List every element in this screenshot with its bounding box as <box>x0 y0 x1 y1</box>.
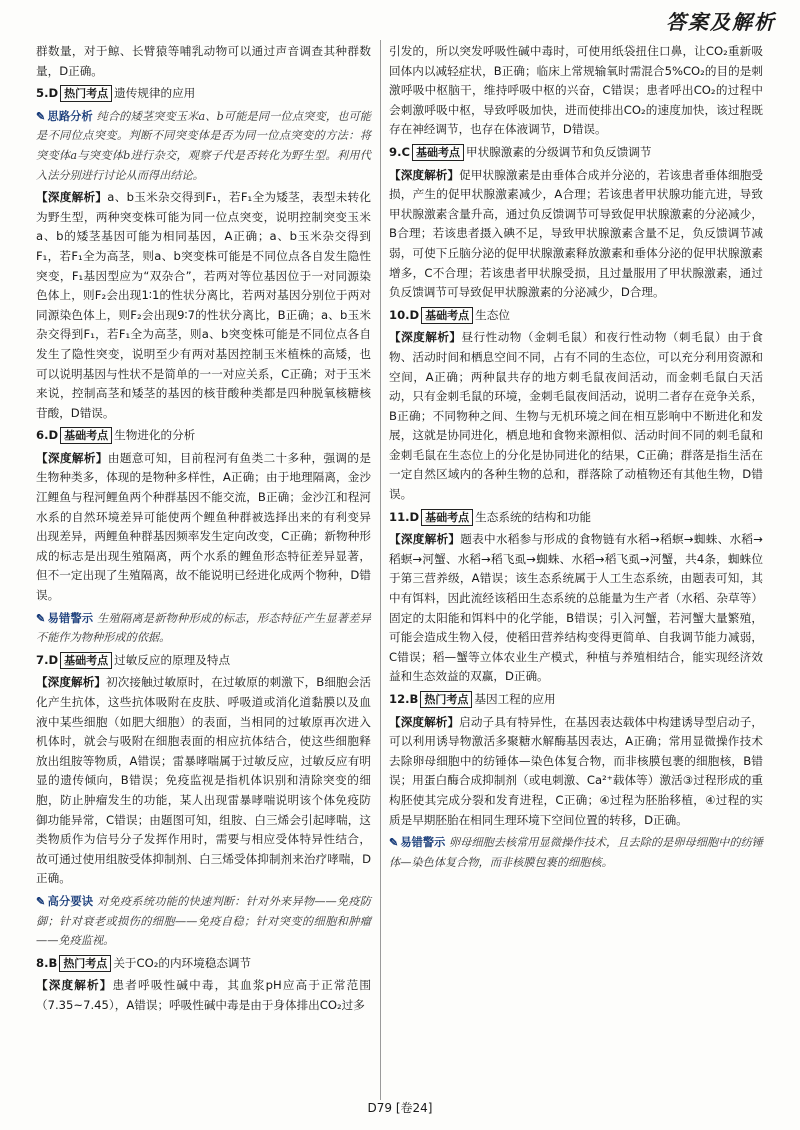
topic-badge: 基础考点 <box>60 427 112 444</box>
question-number: 11.D <box>389 509 420 524</box>
tip-label: ✎ 易错警示 <box>36 611 93 625</box>
analysis-paragraph <box>36 673 371 889</box>
analysis-text: 引发的，所以突发呼吸性碱中毒时，可使用纸袋扭住口鼻，让CO₂重新吸回体内以减轻症状，B正确；临床上常规输氧时需混合5%CO₂的目的是刺激呼吸中枢脑干，维持呼吸中枢的兴奋，C错误；患者呼出CO₂的过程中会刺激呼吸中枢，导致呼吸加快，进而使排出CO₂的速度加快，该过程既存在神经调节，也存在体液调节，D错误。 <box>389 44 763 137</box>
analysis-paragraph <box>389 42 763 140</box>
topic-badge: 基础考点 <box>421 307 473 324</box>
analysis-paragraph <box>36 976 371 1015</box>
analysis-text: 群数量，对于鲸、长臂猿等哺乳动物可以通过声音调查其种群数量，D正确。 <box>36 44 371 78</box>
topic-text: 生态位 <box>475 307 510 322</box>
tip-text: 生殖隔离是新物种形成的标志，形态特征产生显著差异不能作为物种形成的依据。 <box>36 611 371 645</box>
analysis-paragraph <box>36 42 371 81</box>
question-heading <box>36 651 371 671</box>
analysis-paragraph <box>389 530 763 687</box>
tip-note <box>36 107 371 185</box>
topic-badge: 基础考点 <box>421 509 473 526</box>
topic-text: 遗传规律的应用 <box>114 86 196 101</box>
right-column <box>389 42 763 875</box>
tip-note <box>389 833 763 872</box>
analysis-label: 【深度解析】 <box>389 167 460 182</box>
question-number: 12.B <box>389 692 419 706</box>
tip-text: 对免疫系统功能的快速判断：针对外来异物——免疫防御；针对衰老或损伤的细胞——免疫自稳；针对突变的细胞和肿瘤——免疫监视。 <box>36 894 371 948</box>
question-number: 7.D <box>36 652 59 667</box>
question-number: 10.D <box>389 307 420 322</box>
question-number: 6.D <box>36 428 59 443</box>
analysis-text: 初次接触过敏原时，在过敏原的刺激下，B细胞会活化产生抗体，这些抗体吸附在皮肤、呼吸道或消化道黏膜以及血液中某些细胞（如肥大细胞）的表面，当相同的过敏原再次进入机体时，就会与吸附在细胞表面的相应抗体结合，使这些细胞释放出组胺等物质，A错误；雷暴哮喘属于过敏反应，过敏反应有明显的遗传倾向，B错误；免疫监视是指机体识别和清除突变的细胞，防止肿瘤发生的功能，某人出现雷暴哮喘说明该个体免疫防御功能异常，C错误；由题图可知，组胺、白三烯会引起哮喘，这类物质作为信号分子发挥作用时，需要与相应受体特异性结合，故可通过使用组胺受体抑制剂、白三烯受体抑制剂来治疗哮喘，D正确。 <box>36 675 371 886</box>
left-column <box>36 42 371 1019</box>
topic-text: 生态系统的结构和功能 <box>475 509 592 524</box>
analysis-text: 昼行性动物（金刺毛鼠）和夜行性动物（刺毛鼠）由于食物、活动时间和栖息空间不同，占有不同的生态位，可以充分利用资源和空间，A正确；两种鼠共存的地方刺毛鼠夜间活动，而金刺毛鼠白天活动，只有金刺毛鼠的环境，金刺毛鼠夜间活动，说明二者存在竞争关系，B正确；不同物种之间、生物与无机环境之间在相互影响中不断进化和发展，这就是协同进化，栖息地和食物来源相似、活动时间不同的刺毛鼠和金刺毛鼠在生态位上的分化是协同进化的结果，C正确；群落是指生活在一定自然区域内的各种生物的总和，群落除了动植物还有其他生物，D错误。 <box>389 330 763 502</box>
topic-text: 基因工程的应用 <box>474 692 556 706</box>
question-number: 9.C <box>389 144 410 159</box>
question-number: 8.B <box>36 955 58 970</box>
topic-badge: 热门考点 <box>420 691 472 708</box>
analysis-label: 【深度解析】 <box>36 675 107 690</box>
analysis-paragraph <box>389 328 763 504</box>
topic-text: 关于CO₂的内环境稳态调节 <box>113 955 252 970</box>
tip-text: 纯合的矮茎突变玉米a、b可能是同一位点突变，也可能是不同位点突变。判断不同突变体是否为同一位点突变的方法：将突变体a与突变体b进行杂交，观察子代是否转化为野生型。利用代入法分别进行讨论从而得出结论。 <box>36 109 371 182</box>
question-heading <box>389 306 763 326</box>
analysis-text: 由题意可知，目前程河有鱼类二十多种，强调的是生物种类多，体现的是物种多样性，A正确；由于地理隔离，金沙江鲤鱼与程河鲤鱼两个种群基因不能交流，B正确；金沙江和程河水系的自然环境差异可能使两个鲤鱼种群被选择出来的有利变异出现差异，两鲤鱼种群基因频率发生定向改变，C正确；新物种形成的标志是出现生殖隔离，两个水系的鲤鱼形态特征差异显著，但不一定出现了生殖隔离，故不能说明已经进化成两个物种，D错误。 <box>36 450 371 603</box>
question-heading <box>389 508 763 528</box>
analysis-label: 【深度解析】 <box>389 532 461 547</box>
tip-label: ✎ 思路分析 <box>36 109 93 123</box>
tip-note <box>36 609 371 648</box>
page-header-title: 答案及解析 <box>666 10 776 34</box>
topic-badge: 热门考点 <box>60 85 112 102</box>
analysis-paragraph <box>389 713 763 831</box>
topic-badge: 基础考点 <box>60 652 112 669</box>
question-heading <box>389 690 763 710</box>
analysis-label: 【深度解析】 <box>36 190 108 205</box>
topic-badge: 基础考点 <box>412 144 464 161</box>
analysis-text: 患者呼吸性碱中毒，其血浆pH应高于正常范围（7.35~7.45），A错误；呼吸性碱中毒是由于身体排出CO₂过多 <box>36 978 371 1012</box>
analysis-paragraph <box>389 166 763 303</box>
question-number: 5.D <box>36 86 59 101</box>
analysis-label: 【深度解析】 <box>36 450 108 465</box>
analysis-label: 【深度解析】 <box>36 978 113 993</box>
tip-label: ✎ 高分要诀 <box>36 894 93 908</box>
analysis-text: 题表中水稻参与形成的食物链有水稻→稻螟→蜘蛛、水稻→稻螟→河蟹、水稻→稻飞虱→蜘蛛、水稻→稻飞虱→河蟹，共4条，蜘蛛位于第三营养级，A错误；该生态系统属于人工生态系统，由题表可知，其中有饵料，因此流经该稻田生态系统的总能量为生产者（水稻、杂草等）固定的太阳能和饵料中的化学能，B错误；引入河蟹，若河蟹大量繁殖，可能会造成生物入侵，使稻田营养结构变得更简单、自我调节能力减弱，C错误；稻—蟹等立体农业生产模式，种植与养殖相结合，能实现经济效益和生态效益的双赢，D正确。 <box>389 532 763 684</box>
analysis-paragraph <box>36 449 371 606</box>
analysis-text: 启动子具有特异性，在基因表达载体中构建诱导型启动子，可以利用诱导物激活多聚糖水解酶基因表达，A正确；常用显微操作技术去除卵母细胞中的纺锤体—染色体复合物，而非核膜包裹的细胞核，B错误；用蛋白酶合成抑制剂（或电刺激、Ca²⁺载体等）激活③过程形成的重构胚使其完成分裂和发育进程，C正确；④过程为胚胎移植，④过程的实质是早期胚胎在相同生理环境下空间位置的转移，D正确。 <box>389 714 763 827</box>
question-heading <box>36 954 371 974</box>
tip-label: ✎ 易错警示 <box>389 835 445 849</box>
analysis-text: 促甲状腺激素是由垂体合成并分泌的，若该患者垂体细胞受损，产生的促甲状腺激素减少，A合理；若该患者甲状腺功能亢进，导致甲状腺激素含量升高，通过负反馈调节可导致促甲状腺激素的分泌减少，B合理；若该患者摄入碘不足，导致甲状腺激素含量不足，负反馈调节减弱，可使下丘脑分泌的促甲状腺激素释放激素和垂体分泌的促甲状腺激素增多，C不合理；若该患者甲状腺受损，且过量服用了甲状腺激素，通过负反馈调节可导致促甲状腺激素的分泌减少，D合理。 <box>389 167 763 300</box>
topic-badge: 热门考点 <box>59 955 111 972</box>
page-footer: D79 [卷24] <box>367 1101 433 1115</box>
topic-text: 甲状腺激素的分级调节和负反馈调节 <box>465 144 652 159</box>
tip-text: 卵母细胞去核常用显微操作技术，且去除的是卵母细胞中的纺锤体—染色体复合物，而非核膜包裹的细胞核。 <box>389 836 763 869</box>
column-divider <box>380 40 381 1100</box>
question-heading <box>389 143 763 163</box>
analysis-label: 【深度解析】 <box>389 330 462 345</box>
topic-text: 过敏反应的原理及特点 <box>114 652 231 667</box>
topic-text: 生物进化的分析 <box>114 428 196 443</box>
analysis-text: a、b玉米杂交得到F₁，若F₁全为矮茎，表型未转化为野生型，两种突变株可能为同一位点突变，说明控制突变玉米a、b的矮茎基因可能为相同基因，A正确；a、b玉米杂交得到F₁，若F₁全为高茎，则a、b突变株可能是不同位点各自发生隐性突变，F₁基因型应为“双杂合”，若两对等位基因位于一对同源染色体上，则F₂会出现1∶1的性状分离比，若两对基因分别位于两对同源染色体上，则F₂会出现9∶7的性状分离比，B正确；a、b玉米杂交得到F₁，若F₁全为高茎，则a、b突变株可能是不同位点各自发生了隐性突变，说明至少有两对基因控制玉米植株的高矮，也可以说明基因与性状不是简单的一一对应关系，C正确；对于玉米来说，控制高茎和矮茎的基因的核苷酸种类都是四种脱氧核糖核苷酸，D错误。 <box>36 190 371 420</box>
tip-note <box>36 892 371 951</box>
analysis-label: 【深度解析】 <box>389 714 460 729</box>
question-heading <box>36 84 371 104</box>
question-heading <box>36 426 371 446</box>
analysis-paragraph <box>36 188 371 423</box>
